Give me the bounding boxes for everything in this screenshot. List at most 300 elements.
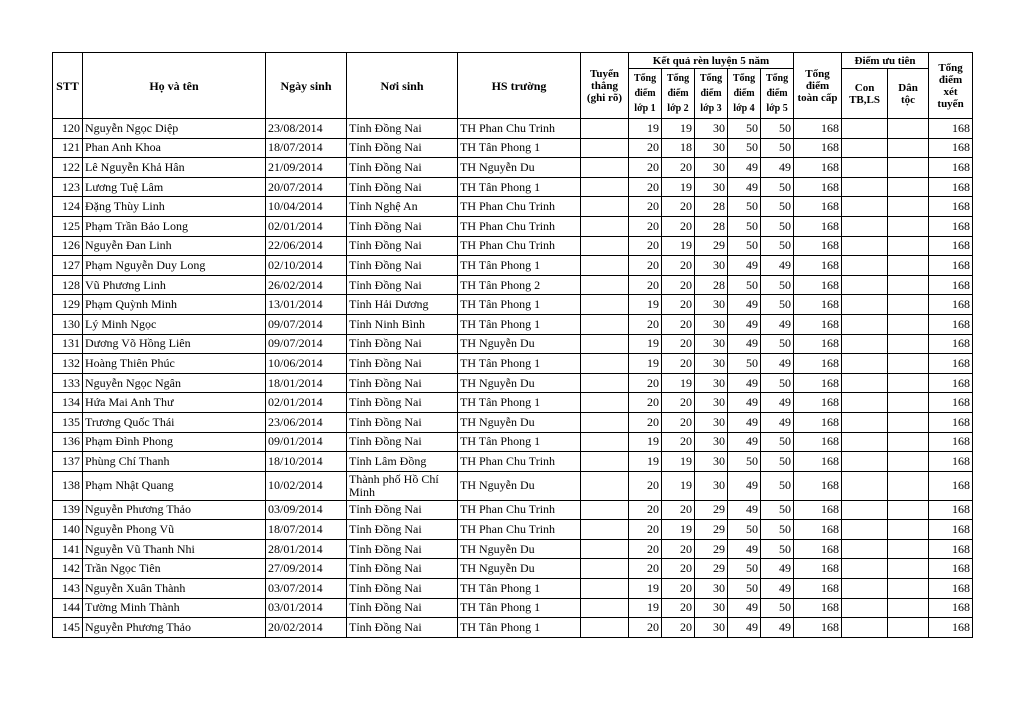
- cell-grade4: 50: [728, 197, 761, 217]
- cell-name: Nguyễn Phương Thảo: [83, 618, 266, 638]
- cell-direct: [581, 452, 629, 472]
- cell-con-tbls: [842, 334, 888, 354]
- cell-name: Phùng Chí Thanh: [83, 452, 266, 472]
- cell-grade4: 49: [728, 334, 761, 354]
- cell-ethnic: [888, 393, 929, 413]
- cell-grade1: 20: [629, 373, 662, 393]
- cell-stt: 139: [53, 500, 83, 520]
- cell-ethnic: [888, 177, 929, 197]
- cell-total-all: 168: [794, 393, 842, 413]
- cell-con-tbls: [842, 177, 888, 197]
- cell-school: TH Tân Phong 1: [458, 138, 581, 158]
- cell-grade5: 50: [761, 236, 794, 256]
- cell-con-tbls: [842, 295, 888, 315]
- cell-con-tbls: [842, 412, 888, 432]
- cell-total-all: 168: [794, 138, 842, 158]
- cell-dob: 13/01/2014: [266, 295, 347, 315]
- cell-con-tbls: [842, 452, 888, 472]
- cell-total-admission: 168: [929, 119, 973, 139]
- cell-grade4: 50: [728, 138, 761, 158]
- cell-grade1: 20: [629, 393, 662, 413]
- cell-grade2: 20: [662, 412, 695, 432]
- cell-name: Lê Nguyễn Khả Hân: [83, 158, 266, 178]
- cell-grade3: 30: [695, 373, 728, 393]
- cell-school: TH Phan Chu Trinh: [458, 236, 581, 256]
- cell-total-admission: 168: [929, 618, 973, 638]
- cell-grade2: 20: [662, 500, 695, 520]
- cell-grade3: 29: [695, 500, 728, 520]
- header-grade1: Tổng điểm lớp 1: [629, 69, 662, 119]
- cell-direct: [581, 393, 629, 413]
- cell-grade5: 49: [761, 256, 794, 276]
- cell-dob: 27/09/2014: [266, 559, 347, 579]
- cell-grade3: 28: [695, 216, 728, 236]
- cell-school: TH Nguyễn Du: [458, 471, 581, 500]
- cell-direct: [581, 539, 629, 559]
- table-row: [53, 373, 973, 393]
- cell-grade1: 20: [629, 158, 662, 178]
- cell-direct: [581, 295, 629, 315]
- cell-direct: [581, 354, 629, 374]
- cell-grade3: 28: [695, 197, 728, 217]
- cell-name: Nguyễn Xuân Thành: [83, 579, 266, 599]
- table-row: [53, 412, 973, 432]
- cell-stt: 127: [53, 256, 83, 276]
- cell-name: Nguyễn Ngọc Ngân: [83, 373, 266, 393]
- cell-grade1: 20: [629, 500, 662, 520]
- cell-name: Vũ Phương Linh: [83, 275, 266, 295]
- cell-birthplace: Tỉnh Đồng Nai: [347, 539, 458, 559]
- cell-name: Dương Võ Hồng Liên: [83, 334, 266, 354]
- cell-birthplace: Tỉnh Đồng Nai: [347, 618, 458, 638]
- cell-grade2: 20: [662, 354, 695, 374]
- cell-ethnic: [888, 579, 929, 599]
- table-row: [53, 432, 973, 452]
- cell-birthplace: Tỉnh Đồng Nai: [347, 598, 458, 618]
- cell-dob: 21/09/2014: [266, 158, 347, 178]
- cell-ethnic: [888, 618, 929, 638]
- cell-grade5: 49: [761, 354, 794, 374]
- cell-con-tbls: [842, 520, 888, 540]
- cell-stt: 123: [53, 177, 83, 197]
- cell-grade1: 20: [629, 275, 662, 295]
- cell-name: Đặng Thùy Linh: [83, 197, 266, 217]
- cell-grade1: 20: [629, 412, 662, 432]
- cell-stt: 142: [53, 559, 83, 579]
- cell-birthplace: Tỉnh Đồng Nai: [347, 256, 458, 276]
- cell-grade3: 28: [695, 275, 728, 295]
- cell-name: Hứa Mai Anh Thư: [83, 393, 266, 413]
- cell-dob: 18/07/2014: [266, 520, 347, 540]
- cell-total-admission: 168: [929, 559, 973, 579]
- cell-direct: [581, 471, 629, 500]
- cell-grade3: 30: [695, 334, 728, 354]
- cell-name: Nguyễn Phong Vũ: [83, 520, 266, 540]
- cell-direct: [581, 520, 629, 540]
- cell-grade5: 50: [761, 471, 794, 500]
- cell-grade2: 20: [662, 275, 695, 295]
- cell-name: Trương Quốc Thái: [83, 412, 266, 432]
- cell-con-tbls: [842, 393, 888, 413]
- header-grade2: Tổng điểm lớp 2: [662, 69, 695, 119]
- cell-total-admission: 168: [929, 236, 973, 256]
- cell-direct: [581, 314, 629, 334]
- cell-name: Phạm Nhật Quang: [83, 471, 266, 500]
- cell-total-all: 168: [794, 520, 842, 540]
- cell-ethnic: [888, 559, 929, 579]
- cell-direct: [581, 236, 629, 256]
- cell-birthplace: Tỉnh Đồng Nai: [347, 216, 458, 236]
- cell-total-admission: 168: [929, 354, 973, 374]
- table-row: [53, 471, 973, 500]
- cell-direct: [581, 618, 629, 638]
- cell-grade2: 20: [662, 432, 695, 452]
- cell-grade4: 49: [728, 500, 761, 520]
- cell-grade3: 29: [695, 559, 728, 579]
- cell-total-all: 168: [794, 119, 842, 139]
- cell-grade3: 30: [695, 432, 728, 452]
- cell-total-all: 168: [794, 452, 842, 472]
- cell-grade2: 19: [662, 236, 695, 256]
- cell-dob: 09/01/2014: [266, 432, 347, 452]
- cell-total-admission: 168: [929, 412, 973, 432]
- cell-grade5: 50: [761, 432, 794, 452]
- cell-grade5: 50: [761, 334, 794, 354]
- header-results-group: Kết quả rèn luyện 5 năm: [629, 53, 794, 69]
- cell-total-all: 168: [794, 197, 842, 217]
- cell-birthplace: Tỉnh Đồng Nai: [347, 138, 458, 158]
- cell-ethnic: [888, 520, 929, 540]
- cell-name: Nguyễn Ngọc Diệp: [83, 119, 266, 139]
- cell-ethnic: [888, 275, 929, 295]
- table-header: [53, 53, 973, 119]
- cell-school: TH Tân Phong 1: [458, 598, 581, 618]
- cell-total-admission: 168: [929, 216, 973, 236]
- table-row: [53, 520, 973, 540]
- cell-total-admission: 168: [929, 452, 973, 472]
- cell-school: TH Phan Chu Trinh: [458, 520, 581, 540]
- cell-name: Tường Minh Thành: [83, 598, 266, 618]
- cell-total-all: 168: [794, 314, 842, 334]
- cell-total-admission: 168: [929, 471, 973, 500]
- cell-grade1: 19: [629, 579, 662, 599]
- cell-ethnic: [888, 119, 929, 139]
- header-grade5: Tổng điểm lớp 5: [761, 69, 794, 119]
- cell-total-all: 168: [794, 432, 842, 452]
- cell-grade1: 20: [629, 618, 662, 638]
- cell-name: Trần Ngọc Tiên: [83, 559, 266, 579]
- cell-grade1: 20: [629, 314, 662, 334]
- cell-grade4: 49: [728, 295, 761, 315]
- cell-grade2: 20: [662, 393, 695, 413]
- cell-dob: 23/06/2014: [266, 412, 347, 432]
- cell-con-tbls: [842, 618, 888, 638]
- cell-direct: [581, 598, 629, 618]
- cell-total-admission: 168: [929, 314, 973, 334]
- cell-dob: 10/06/2014: [266, 354, 347, 374]
- cell-grade5: 49: [761, 559, 794, 579]
- cell-total-admission: 168: [929, 520, 973, 540]
- cell-direct: [581, 373, 629, 393]
- cell-direct: [581, 559, 629, 579]
- cell-name: Lương Tuệ Lâm: [83, 177, 266, 197]
- cell-total-all: 168: [794, 295, 842, 315]
- cell-grade1: 20: [629, 197, 662, 217]
- cell-stt: 124: [53, 197, 83, 217]
- cell-con-tbls: [842, 373, 888, 393]
- cell-grade4: 50: [728, 579, 761, 599]
- cell-grade1: 19: [629, 432, 662, 452]
- cell-total-admission: 168: [929, 275, 973, 295]
- cell-birthplace: Tỉnh Nghệ An: [347, 197, 458, 217]
- cell-grade2: 19: [662, 373, 695, 393]
- cell-dob: 23/08/2014: [266, 119, 347, 139]
- cell-grade1: 20: [629, 256, 662, 276]
- cell-grade5: 49: [761, 158, 794, 178]
- cell-birthplace: Tỉnh Đồng Nai: [347, 177, 458, 197]
- cell-birthplace: Tỉnh Đồng Nai: [347, 354, 458, 374]
- header-birthplace: Nơi sinh: [347, 53, 458, 119]
- cell-ethnic: [888, 432, 929, 452]
- cell-grade5: 50: [761, 539, 794, 559]
- cell-grade4: 50: [728, 452, 761, 472]
- cell-ethnic: [888, 412, 929, 432]
- table-row: [53, 236, 973, 256]
- cell-con-tbls: [842, 500, 888, 520]
- cell-school: TH Phan Chu Trinh: [458, 119, 581, 139]
- cell-grade1: 20: [629, 138, 662, 158]
- table-row: [53, 334, 973, 354]
- header-name: Họ và tên: [83, 53, 266, 119]
- cell-total-admission: 168: [929, 256, 973, 276]
- cell-grade2: 19: [662, 177, 695, 197]
- cell-grade1: 20: [629, 216, 662, 236]
- cell-total-admission: 168: [929, 158, 973, 178]
- cell-school: TH Tân Phong 1: [458, 177, 581, 197]
- cell-stt: 137: [53, 452, 83, 472]
- cell-stt: 133: [53, 373, 83, 393]
- cell-grade4: 50: [728, 520, 761, 540]
- cell-grade2: 20: [662, 256, 695, 276]
- header-direct-admission: Tuyển thẳng (ghi rõ): [581, 53, 629, 119]
- cell-ethnic: [888, 334, 929, 354]
- cell-grade4: 50: [728, 236, 761, 256]
- cell-name: Lý Minh Ngọc: [83, 314, 266, 334]
- cell-grade3: 30: [695, 452, 728, 472]
- cell-ethnic: [888, 354, 929, 374]
- cell-dob: 03/01/2014: [266, 598, 347, 618]
- cell-ethnic: [888, 539, 929, 559]
- cell-grade5: 49: [761, 579, 794, 599]
- cell-birthplace: Tỉnh Đồng Nai: [347, 334, 458, 354]
- cell-direct: [581, 138, 629, 158]
- table-row: [53, 500, 973, 520]
- cell-grade4: 49: [728, 314, 761, 334]
- cell-ethnic: [888, 236, 929, 256]
- cell-ethnic: [888, 197, 929, 217]
- cell-stt: 140: [53, 520, 83, 540]
- cell-school: TH Tân Phong 1: [458, 354, 581, 374]
- cell-birthplace: Tỉnh Đồng Nai: [347, 412, 458, 432]
- cell-total-all: 168: [794, 354, 842, 374]
- table-row: [53, 354, 973, 374]
- cell-grade5: 50: [761, 177, 794, 197]
- cell-grade1: 19: [629, 119, 662, 139]
- cell-birthplace: Tỉnh Đồng Nai: [347, 275, 458, 295]
- table-row: [53, 119, 973, 139]
- cell-dob: 02/10/2014: [266, 256, 347, 276]
- cell-ethnic: [888, 500, 929, 520]
- cell-grade4: 49: [728, 373, 761, 393]
- cell-birthplace: Tỉnh Đồng Nai: [347, 520, 458, 540]
- cell-ethnic: [888, 256, 929, 276]
- cell-school: TH Tân Phong 1: [458, 256, 581, 276]
- header-school: HS trường: [458, 53, 581, 119]
- cell-grade4: 49: [728, 412, 761, 432]
- cell-total-all: 168: [794, 236, 842, 256]
- cell-direct: [581, 158, 629, 178]
- table-row: [53, 559, 973, 579]
- cell-dob: 28/01/2014: [266, 539, 347, 559]
- cell-birthplace: Tỉnh Hải Dương: [347, 295, 458, 315]
- cell-total-admission: 168: [929, 393, 973, 413]
- cell-school: TH Nguyễn Du: [458, 559, 581, 579]
- cell-con-tbls: [842, 158, 888, 178]
- cell-total-all: 168: [794, 412, 842, 432]
- cell-grade2: 20: [662, 598, 695, 618]
- cell-grade4: 49: [728, 177, 761, 197]
- cell-school: TH Tân Phong 1: [458, 314, 581, 334]
- cell-con-tbls: [842, 119, 888, 139]
- cell-birthplace: Tỉnh Đồng Nai: [347, 559, 458, 579]
- cell-grade4: 49: [728, 598, 761, 618]
- cell-grade5: 49: [761, 314, 794, 334]
- table-row: [53, 539, 973, 559]
- cell-grade2: 20: [662, 158, 695, 178]
- cell-total-admission: 168: [929, 197, 973, 217]
- cell-stt: 129: [53, 295, 83, 315]
- cell-stt: 131: [53, 334, 83, 354]
- table-row: [53, 598, 973, 618]
- cell-total-all: 168: [794, 373, 842, 393]
- cell-ethnic: [888, 471, 929, 500]
- cell-birthplace: Tỉnh Lâm Đồng: [347, 452, 458, 472]
- cell-grade2: 20: [662, 579, 695, 599]
- cell-name: Phạm Nguyễn Duy Long: [83, 256, 266, 276]
- cell-total-admission: 168: [929, 539, 973, 559]
- header-grade3: Tổng điểm lớp 3: [695, 69, 728, 119]
- table-row: [53, 256, 973, 276]
- cell-con-tbls: [842, 559, 888, 579]
- cell-grade1: 20: [629, 236, 662, 256]
- cell-grade1: 19: [629, 598, 662, 618]
- cell-total-all: 168: [794, 618, 842, 638]
- cell-grade5: 50: [761, 197, 794, 217]
- cell-grade1: 20: [629, 471, 662, 500]
- cell-stt: 135: [53, 412, 83, 432]
- cell-direct: [581, 177, 629, 197]
- cell-grade5: 50: [761, 295, 794, 315]
- cell-school: TH Nguyễn Du: [458, 158, 581, 178]
- cell-dob: 02/01/2014: [266, 216, 347, 236]
- cell-grade1: 19: [629, 452, 662, 472]
- cell-birthplace: Tỉnh Ninh Bình: [347, 314, 458, 334]
- cell-grade1: 19: [629, 334, 662, 354]
- cell-dob: 20/02/2014: [266, 618, 347, 638]
- cell-ethnic: [888, 598, 929, 618]
- cell-school: TH Tân Phong 1: [458, 579, 581, 599]
- cell-grade3: 30: [695, 177, 728, 197]
- cell-school: TH Tân Phong 1: [458, 432, 581, 452]
- cell-con-tbls: [842, 539, 888, 559]
- cell-con-tbls: [842, 354, 888, 374]
- cell-grade3: 30: [695, 393, 728, 413]
- cell-stt: 126: [53, 236, 83, 256]
- cell-school: TH Phan Chu Trinh: [458, 500, 581, 520]
- table-row: [53, 138, 973, 158]
- cell-stt: 120: [53, 119, 83, 139]
- cell-grade2: 19: [662, 119, 695, 139]
- cell-con-tbls: [842, 432, 888, 452]
- cell-total-admission: 168: [929, 177, 973, 197]
- cell-stt: 145: [53, 618, 83, 638]
- cell-total-all: 168: [794, 598, 842, 618]
- cell-birthplace: Tỉnh Đồng Nai: [347, 236, 458, 256]
- cell-grade3: 30: [695, 618, 728, 638]
- cell-direct: [581, 256, 629, 276]
- admission-table: [52, 52, 973, 638]
- table-row: [53, 295, 973, 315]
- table-row: [53, 452, 973, 472]
- cell-grade1: 20: [629, 520, 662, 540]
- cell-grade1: 19: [629, 354, 662, 374]
- cell-grade3: 29: [695, 539, 728, 559]
- cell-dob: 20/07/2014: [266, 177, 347, 197]
- header-grade4: Tổng điểm lớp 4: [728, 69, 761, 119]
- header-ethnic: Dân tộc: [888, 69, 929, 119]
- cell-total-admission: 168: [929, 295, 973, 315]
- table-row: [53, 579, 973, 599]
- cell-grade3: 30: [695, 579, 728, 599]
- cell-con-tbls: [842, 236, 888, 256]
- cell-birthplace: Tỉnh Đồng Nai: [347, 158, 458, 178]
- cell-school: TH Tân Phong 1: [458, 618, 581, 638]
- cell-grade4: 49: [728, 393, 761, 413]
- table-body: [53, 119, 973, 638]
- cell-name: Phạm Trần Bảo Long: [83, 216, 266, 236]
- cell-grade3: 30: [695, 412, 728, 432]
- cell-grade4: 50: [728, 119, 761, 139]
- cell-school: TH Tân Phong 1: [458, 295, 581, 315]
- cell-direct: [581, 119, 629, 139]
- cell-direct: [581, 579, 629, 599]
- cell-con-tbls: [842, 197, 888, 217]
- cell-total-all: 168: [794, 579, 842, 599]
- cell-grade2: 19: [662, 452, 695, 472]
- cell-total-all: 168: [794, 559, 842, 579]
- cell-direct: [581, 500, 629, 520]
- cell-grade2: 20: [662, 618, 695, 638]
- cell-dob: 10/04/2014: [266, 197, 347, 217]
- cell-con-tbls: [842, 598, 888, 618]
- cell-dob: 26/02/2014: [266, 275, 347, 295]
- cell-grade2: 20: [662, 334, 695, 354]
- cell-ethnic: [888, 138, 929, 158]
- cell-grade4: 49: [728, 618, 761, 638]
- cell-grade5: 49: [761, 412, 794, 432]
- header-total-admission: Tổng điểm xét tuyển: [929, 53, 973, 119]
- cell-grade2: 20: [662, 539, 695, 559]
